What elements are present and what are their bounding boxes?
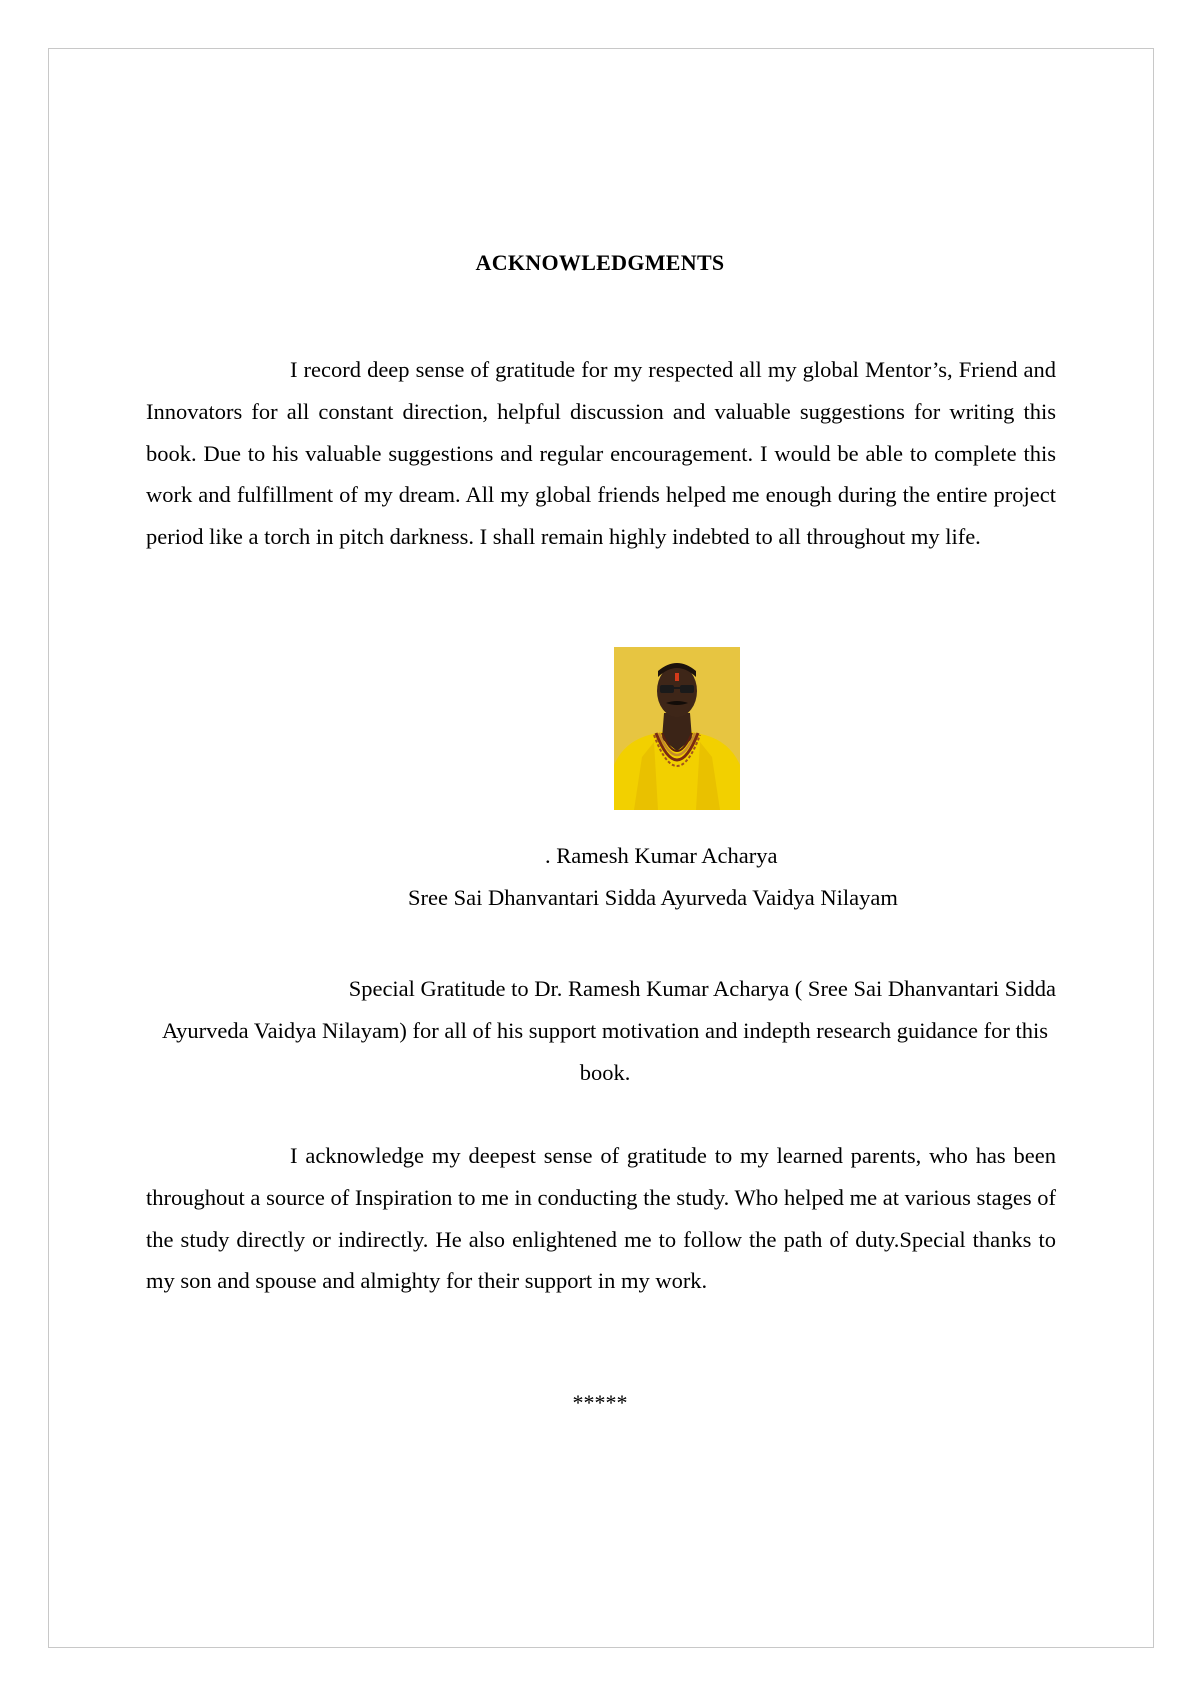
page-title: ACKNOWLEDGMENTS xyxy=(475,250,725,275)
end-mark: ***** xyxy=(572,1390,628,1415)
portrait-photo-icon xyxy=(614,647,740,810)
acknowledgment-paragraph-3: I acknowledge my deepest sense of gratitude to my learned parents, who has been throughout a source of Inspiration to me in conducting the study. Who helped me at various stages of the study directly or indirectly. He also enlightened me to follow the path of duty.Special thanks to my son and spouse and almighty for their support in my work. xyxy=(146,1143,1056,1294)
acknowledgment-paragraph-2 xyxy=(150,968,1060,1093)
acknowledgment-paragraph-1: I record deep sense of gratitude for my respected all my global Mentor’s, Friend and Innovators for all constant direction, helpful discussion and valuable suggestions for writing this book. Due to his valuable suggestions and regular encouragement. I would be able to complete this work and fulfillment of my dream. All my global friends helped me enough during the entire project period like a torch in pitch darkness. I shall remain highly indebted to all throughout my life. xyxy=(146,357,1056,550)
paragraph-2-rest: Ayurveda Vaidya Nilayam) for all of his support motivation and indepth research guidance for this book. xyxy=(161,1017,1049,1085)
signature-name: . Ramesh Kumar Acharya xyxy=(545,843,778,868)
paragraph-2-first-line: Special Gratitude to Dr. Ramesh Kumar Acharya ( Sree Sai Dhanvantari Sidda xyxy=(348,976,1056,1001)
author-portrait-photo xyxy=(614,647,740,810)
signature-organization: Sree Sai Dhanvantari Sidda Ayurveda Vaidya Nilayam xyxy=(408,885,898,910)
